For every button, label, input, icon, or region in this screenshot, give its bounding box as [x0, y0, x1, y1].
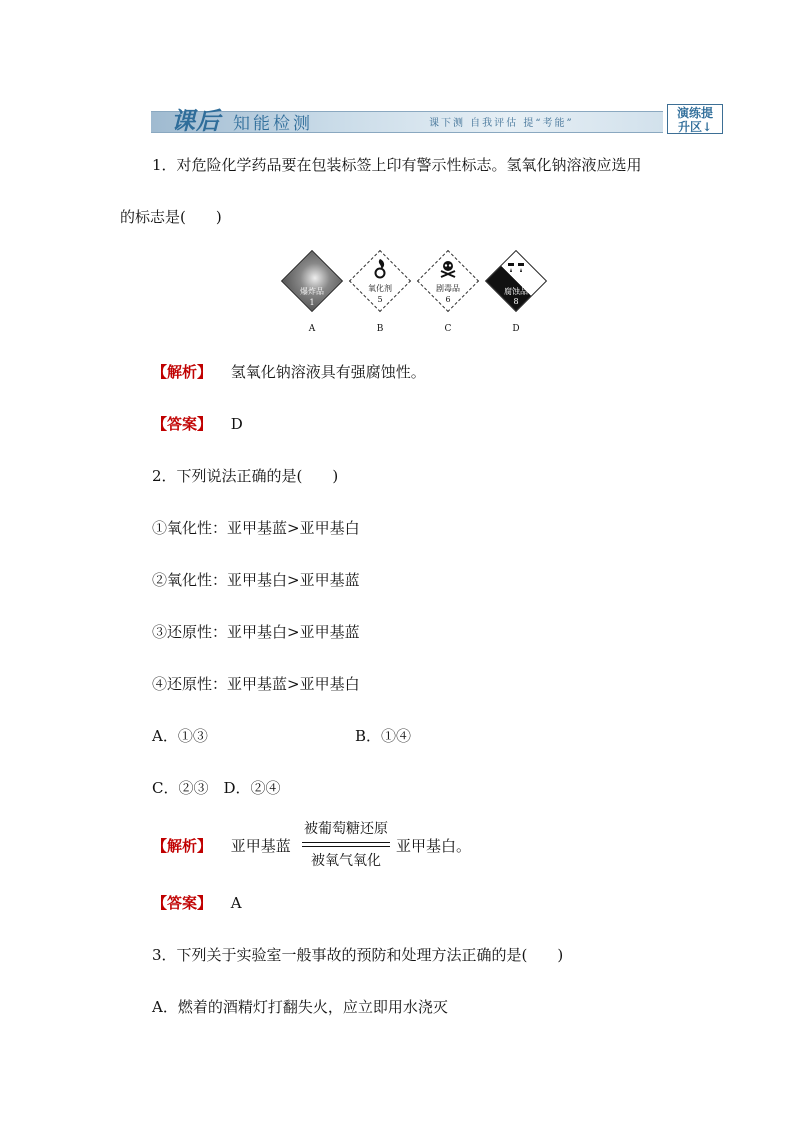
- banner-title-big: 课后: [171, 106, 221, 135]
- corrosion-drops-icon: [504, 259, 528, 277]
- q2-item-3: ③还原性：亚甲基白>亚甲基蓝: [152, 623, 360, 641]
- q2-answer: [152, 893, 242, 913]
- answer-text: D: [230, 415, 243, 433]
- answer-label: 【答案】: [152, 415, 213, 433]
- flame-over-circle-icon: [370, 257, 390, 279]
- q1-answer: [152, 414, 243, 434]
- sign-explosive: [282, 251, 342, 341]
- q2-stem: 2．下列说法正确的是( ): [152, 467, 339, 485]
- sign-b-label: 氧化剂: [368, 284, 392, 293]
- sign-d-number: 8: [513, 297, 519, 306]
- analysis-label: 【解析】: [152, 837, 213, 855]
- sign-c-label: 剧毒品: [436, 284, 460, 293]
- banner-title-small: 知能检测: [233, 114, 313, 134]
- analysis-right: 亚甲基白。: [396, 837, 472, 855]
- q2-item-1: ①氧化性：亚甲基蓝>亚甲基白: [152, 519, 360, 537]
- answer-label: 【答案】: [152, 894, 213, 912]
- q1-stem-line2: 的标志是( ): [120, 208, 222, 226]
- sign-d-label: 腐蚀品: [504, 287, 528, 296]
- analysis-label: 【解析】: [152, 363, 213, 381]
- redox-arrow: [298, 818, 394, 870]
- sign-c-number: 6: [445, 295, 451, 304]
- sign-d-letter: D: [512, 324, 520, 334]
- sign-toxic: [418, 251, 478, 341]
- arrow-line-backward: [302, 846, 390, 847]
- hazard-signs: [278, 251, 546, 341]
- q1-stem-line1: 1．对危险化学药品要在包装标签上印有警示性标志。氢氧化钠溶液应选用: [152, 156, 642, 174]
- badge-line-2: 升区↓: [677, 120, 713, 134]
- q3-option-a: A．燃着的酒精灯打翻失火，应立即用水浇灭: [152, 998, 448, 1016]
- q2-option-a: A．①③: [152, 727, 208, 745]
- arrow-bottom-text: 被氧气氧化: [311, 853, 381, 869]
- q3-stem: 3．下列关于实验室一般事故的预防和处理方法正确的是( ): [152, 946, 564, 964]
- analysis-left: 亚甲基蓝: [230, 837, 291, 855]
- skull-crossbones-icon: [438, 259, 458, 279]
- practice-area-badge: [667, 104, 723, 134]
- sign-b-number: 5: [377, 295, 383, 304]
- q2-option-cd: C．②③ D．②④: [152, 779, 281, 797]
- sign-c-letter: C: [444, 324, 452, 334]
- sign-a-number: 1: [309, 298, 315, 307]
- q2-option-b: B．①④: [355, 727, 412, 745]
- sign-a-label: 爆炸品: [300, 287, 324, 296]
- section-banner: [151, 101, 725, 135]
- q2-item-4: ④还原性：亚甲基蓝>亚甲基白: [152, 675, 360, 693]
- sign-oxidizer: [350, 251, 410, 341]
- q1-analysis: [152, 362, 426, 382]
- q2-analysis-label: [152, 836, 291, 856]
- badge-line-1: 演练提: [676, 106, 713, 120]
- banner-strip: [151, 111, 663, 133]
- sign-a-letter: A: [308, 324, 316, 334]
- q2-item-2: ②氧化性：亚甲基白>亚甲基蓝: [152, 571, 360, 589]
- answer-text: A: [230, 894, 242, 912]
- arrow-line-forward: [302, 842, 390, 843]
- arrow-top-text: 被葡萄糖还原: [304, 821, 388, 837]
- analysis-text: 氢氧化钠溶液具有强腐蚀性。: [230, 363, 426, 381]
- banner-subtitle: 课下测 自我评估 提“考能”: [429, 118, 574, 129]
- sign-b-letter: B: [376, 324, 384, 334]
- sign-corrosive: [486, 251, 546, 341]
